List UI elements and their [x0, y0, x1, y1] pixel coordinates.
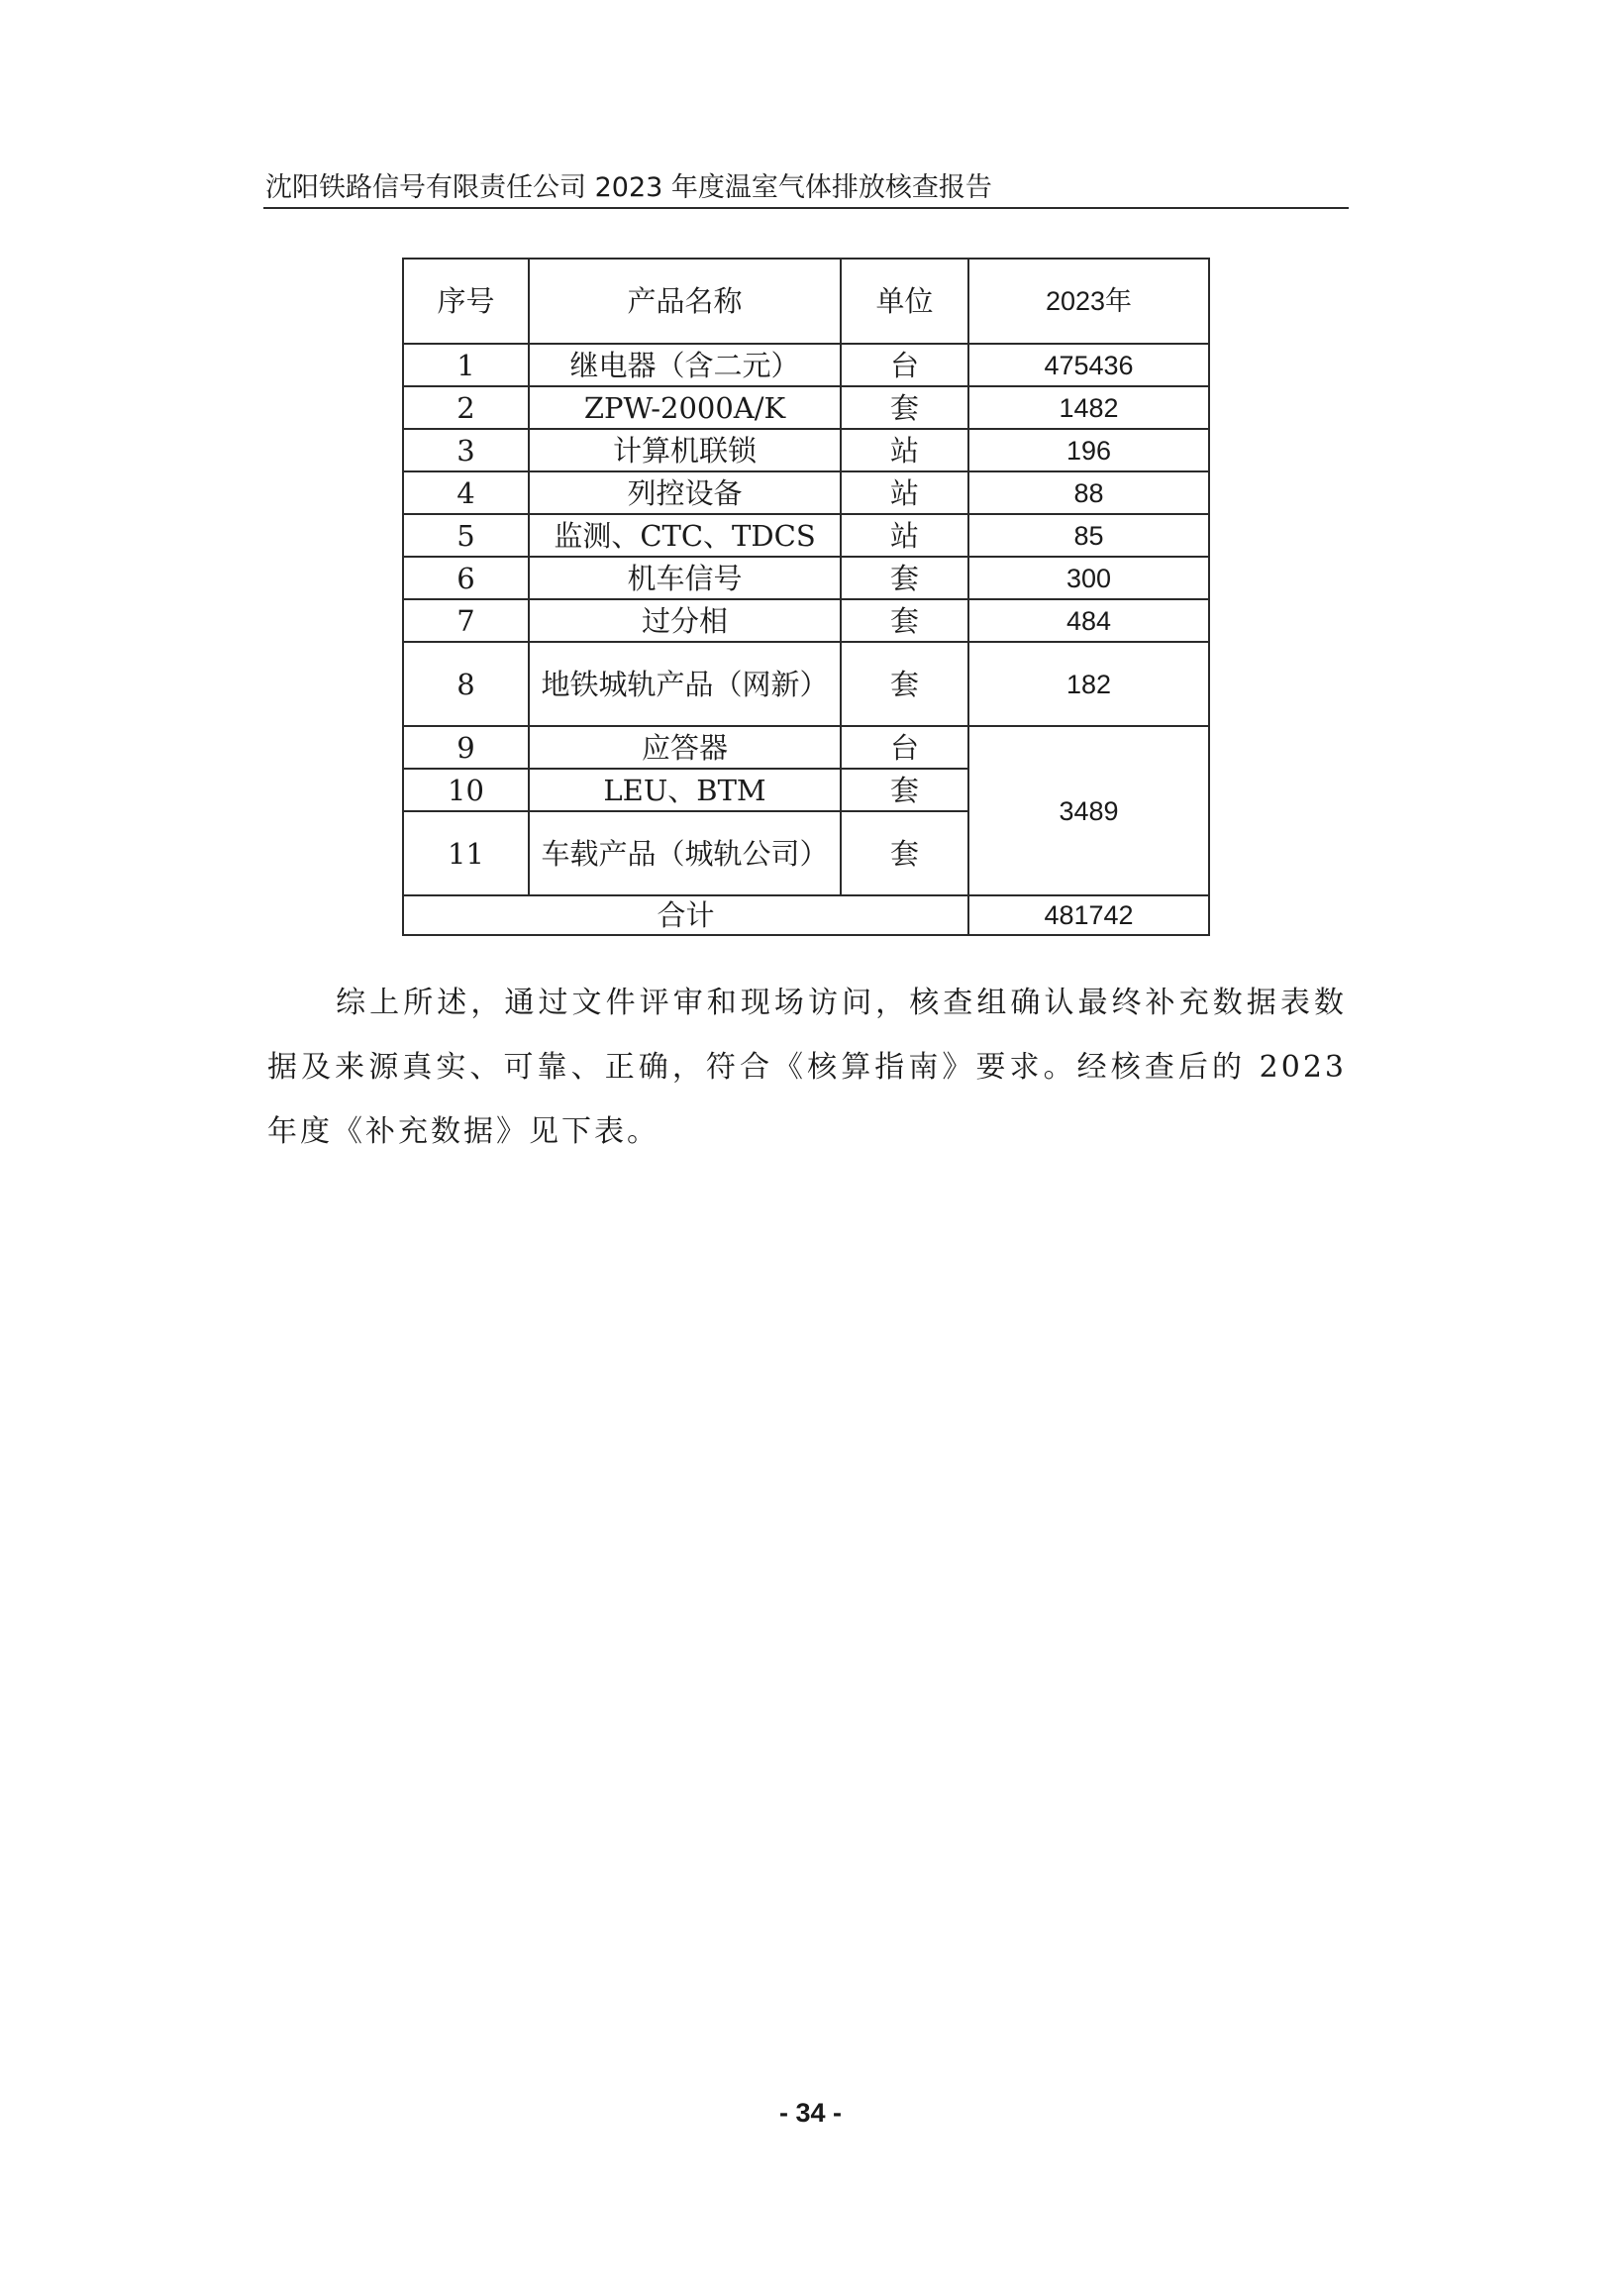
merged-value: 3489 [968, 726, 1209, 895]
row-unit: 套 [841, 386, 968, 429]
row-unit: 站 [841, 514, 968, 557]
table-row [403, 471, 1209, 514]
table-row [403, 557, 1209, 599]
row-unit: 台 [841, 726, 968, 769]
table-row [403, 429, 1209, 471]
row-idx: 8 [403, 642, 529, 726]
row-idx: 9 [403, 726, 529, 769]
row-value: 300 [968, 557, 1209, 599]
page-number: - 34 - [778, 2098, 843, 2128]
header-value: 2023年 [968, 259, 1209, 344]
row-name: ZPW-2000A/K [529, 386, 841, 429]
table-row [403, 726, 1209, 769]
row-value: 182 [968, 642, 1209, 726]
row-idx: 5 [403, 514, 529, 557]
table-row [403, 514, 1209, 557]
row-value: 1482 [968, 386, 1209, 429]
row-name: 过分相 [529, 599, 841, 642]
row-idx: 4 [403, 471, 529, 514]
row-value: 88 [968, 471, 1209, 514]
table-row [403, 344, 1209, 386]
total-label: 合计 [403, 895, 968, 935]
row-unit: 套 [841, 599, 968, 642]
row-name: 监测、CTC、TDCS [529, 514, 841, 557]
row-name: 机车信号 [529, 557, 841, 599]
table-header-row [403, 259, 1209, 344]
row-idx: 7 [403, 599, 529, 642]
header-unit: 单位 [841, 259, 968, 344]
summary-text: 综上所述，通过文件评审和现场访问，核查组确认最终补充数据表数据及来源真实、可靠、正确，符合《核算指南》要求。经核查后的 2023 年度《补充数据》见下表。 [267, 986, 1347, 1149]
row-idx: 1 [403, 344, 529, 386]
total-value: 481742 [968, 895, 1209, 935]
row-unit: 套 [841, 811, 968, 895]
total-row [403, 895, 1209, 935]
row-name: 继电器（含二元） [529, 344, 841, 386]
row-unit: 台 [841, 344, 968, 386]
table-row [403, 599, 1209, 642]
row-idx: 2 [403, 386, 529, 429]
row-name: 车载产品（城轨公司） [529, 811, 841, 895]
table-row [403, 386, 1209, 429]
row-unit: 套 [841, 557, 968, 599]
row-unit: 套 [841, 642, 968, 726]
product-table [402, 258, 1210, 936]
row-name: 计算机联锁 [529, 429, 841, 471]
header-name: 产品名称 [529, 259, 841, 344]
row-idx: 3 [403, 429, 529, 471]
row-value: 196 [968, 429, 1209, 471]
summary-paragraph [267, 971, 1347, 1164]
page-header: 沈阳铁路信号有限责任公司 2023 年度温室气体排放核查报告 [265, 172, 992, 203]
row-idx: 11 [403, 811, 529, 895]
row-name: LEU、BTM [529, 769, 841, 811]
row-value: 475436 [968, 344, 1209, 386]
row-unit: 站 [841, 471, 968, 514]
row-unit: 站 [841, 429, 968, 471]
row-idx: 10 [403, 769, 529, 811]
header-divider [263, 207, 1349, 209]
table-row [403, 642, 1209, 726]
row-name: 列控设备 [529, 471, 841, 514]
row-name: 地铁城轨产品（网新） [529, 642, 841, 726]
row-idx: 6 [403, 557, 529, 599]
header-idx: 序号 [403, 259, 529, 344]
row-unit: 套 [841, 769, 968, 811]
row-value: 85 [968, 514, 1209, 557]
row-value: 484 [968, 599, 1209, 642]
row-name: 应答器 [529, 726, 841, 769]
